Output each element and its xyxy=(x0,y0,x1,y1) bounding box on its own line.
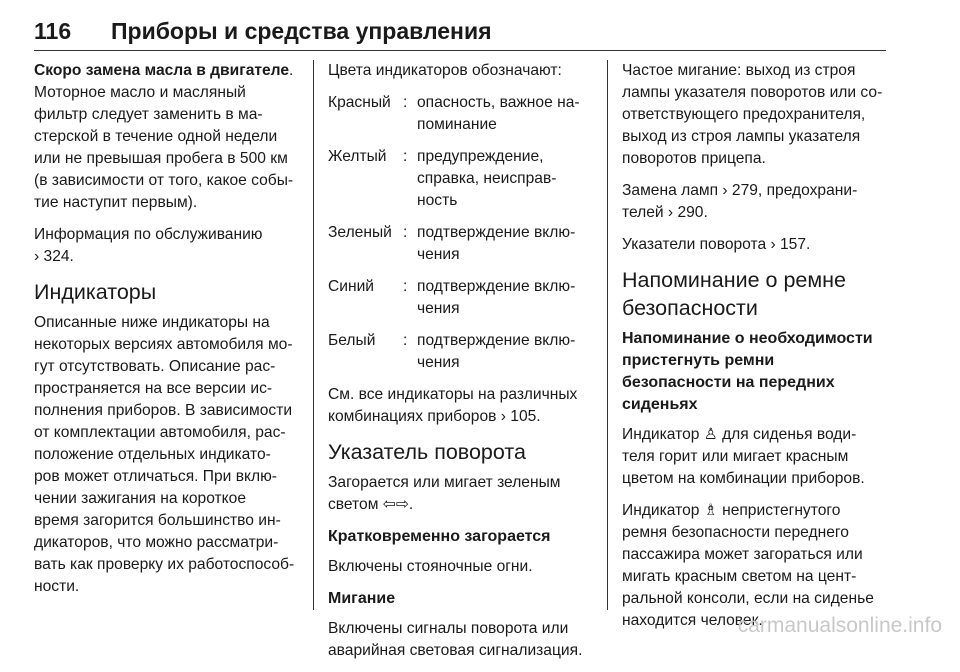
lamps-fuses-paragraph xyxy=(622,180,886,224)
driver-line: Индикатор ♙ для сиденья води- xyxy=(622,426,857,443)
indicators-line: пространяется на все версии ис- xyxy=(34,380,273,397)
color-desc-line: подтверждение вклю- xyxy=(417,332,576,349)
passenger-indicator-paragraph xyxy=(622,500,886,632)
fast-blink-line: поворотов прицепа. xyxy=(622,150,766,167)
oil-line: Моторное масло и масляный xyxy=(34,84,246,101)
header-rule xyxy=(34,50,886,51)
color-row-blue xyxy=(328,276,590,320)
color-description xyxy=(417,222,590,266)
color-desc-line: опасность, важное на- xyxy=(417,94,580,111)
oil-change-paragraph xyxy=(34,60,296,214)
colors-intro: Цвета индикаторов обозначают: xyxy=(328,62,562,79)
fast-blink-line: выход из строя лампы указателя xyxy=(622,128,861,145)
seat-belt-reminder-heading xyxy=(622,266,886,322)
indicators-line: Описанные ниже индикаторы на xyxy=(34,314,270,331)
column-1 xyxy=(34,60,296,608)
running-title: Приборы и средства управления xyxy=(111,18,492,44)
oil-line: стерской в течение одной недели xyxy=(34,128,278,145)
heading-line: Напоминание о ремне xyxy=(622,268,846,292)
indicators-line: время загорится большинство ин- xyxy=(34,512,281,529)
color-desc-line: чения xyxy=(417,246,460,263)
turn-signals-reference: Указатели поворота › 157. xyxy=(622,236,811,253)
fast-blink-line: Частое мигание: выход из строя xyxy=(622,62,856,79)
color-row-green xyxy=(328,222,590,266)
color-desc-line: подтверждение вклю- xyxy=(417,224,576,241)
color-description xyxy=(417,146,590,212)
color-desc-line: ность xyxy=(417,192,458,209)
front-seats-heading xyxy=(622,328,886,416)
lamps-line: Замена ламп › 279, предохрани- xyxy=(622,182,858,199)
blinking-paragraph xyxy=(328,618,590,662)
color-desc-line: подтверждение вклю- xyxy=(417,278,576,295)
color-separator: : xyxy=(403,224,408,241)
indicators-line: от комплектации автомобиля, рас- xyxy=(34,424,286,441)
see-all-line: См. все индикаторы на различных xyxy=(328,386,578,403)
indicators-paragraph xyxy=(34,312,296,598)
color-name: Белый xyxy=(328,332,376,349)
heading-line: сиденьях xyxy=(622,396,698,413)
turn-signal-paragraph xyxy=(328,472,590,516)
blink-line: Включены сигналы поворота или xyxy=(328,620,569,637)
indicators-line: ров может отличаться. При вклю- xyxy=(34,468,277,485)
color-description xyxy=(417,92,590,136)
oil-line: (в зависимости от того, какое собы- xyxy=(34,172,294,189)
page-header xyxy=(34,18,886,50)
passenger-line: Индикатор ♗ непристегнутого xyxy=(622,502,841,519)
column-divider-2 xyxy=(607,60,608,610)
service-page-link[interactable]: › 324. xyxy=(34,248,74,265)
oil-line: тие наступит первым). xyxy=(34,194,198,211)
turn-line: Загорается или мигает зеленым xyxy=(328,474,561,491)
color-name: Зеленый xyxy=(328,224,392,241)
color-desc-line: справка, неисправ- xyxy=(417,170,557,187)
color-name: Желтый xyxy=(328,148,387,165)
lamps-line: телей › 290. xyxy=(622,204,708,221)
passenger-line: ремня безопасности переднего xyxy=(622,524,849,541)
indicators-line: положение отдельных индикато- xyxy=(34,446,271,463)
color-desc-line: чения xyxy=(417,300,460,317)
heading-line: пристегнуть ремни xyxy=(622,352,775,369)
fast-blink-line: лампы указателя поворотов или со- xyxy=(622,84,883,101)
color-name: Красный xyxy=(328,94,391,111)
turn-signal-heading: Указатель поворота xyxy=(328,440,526,464)
color-legend-table xyxy=(328,92,590,374)
oil-change-heading: Скоро замена масла в двигателе xyxy=(34,62,290,79)
color-description xyxy=(417,330,590,374)
color-row-white xyxy=(328,330,590,374)
oil-change-period: . xyxy=(289,62,294,79)
color-name: Синий xyxy=(328,278,375,295)
color-separator: : xyxy=(403,332,408,349)
driver-line: теля горит или мигает красным xyxy=(622,448,849,465)
passenger-line: находится человек. xyxy=(622,612,763,629)
passenger-line: пассажира может загораться или xyxy=(622,546,863,563)
color-separator: : xyxy=(403,148,408,165)
blink-line: аварийная световая сигнализация. xyxy=(328,642,583,659)
driver-line: цветом на комбинации приборов. xyxy=(622,470,865,487)
color-row-yellow xyxy=(328,146,590,212)
heading-line: безопасности на передних xyxy=(622,374,835,391)
color-desc-line: поминание xyxy=(417,116,497,133)
color-description xyxy=(417,276,590,320)
indicators-line: гут отсутствовать. Описание рас- xyxy=(34,358,276,375)
watermark: carmanualsonline.info xyxy=(737,614,942,637)
indicators-line: некоторых версиях автомобиля мо- xyxy=(34,336,293,353)
heading-line: Напоминание о необходимости xyxy=(622,330,873,347)
color-separator: : xyxy=(403,278,408,295)
column-2 xyxy=(328,60,590,672)
brief-lighting-heading: Кратковременно загорается xyxy=(328,528,551,545)
column-divider-1 xyxy=(313,60,314,610)
indicators-line: дикаторов, что можно рассматри- xyxy=(34,534,279,551)
color-desc-line: чения xyxy=(417,354,460,371)
page-number: 116 xyxy=(34,18,72,44)
passenger-line: мигать красным светом на цент- xyxy=(622,568,857,585)
indicators-line: ности. xyxy=(34,578,80,595)
indicators-line: чении зажигания на короткое xyxy=(34,490,247,507)
oil-line: или не превышая пробега в 500 км xyxy=(34,150,288,167)
driver-indicator-paragraph xyxy=(622,424,886,490)
oil-line: фильтр следует заменить в ма- xyxy=(34,106,263,123)
indicators-line: вать как проверку их работоспособ- xyxy=(34,556,295,573)
heading-line: безопасности xyxy=(622,296,758,320)
see-all-line: комбинациях приборов › 105. xyxy=(328,408,541,425)
service-line: Информация по обслуживанию xyxy=(34,226,263,243)
indicators-line: полнения приборов. В зависимости xyxy=(34,402,293,419)
color-desc-line: предупреждение, xyxy=(417,148,544,165)
fast-blink-paragraph xyxy=(622,60,886,170)
color-separator: : xyxy=(403,94,408,111)
service-info-paragraph xyxy=(34,224,296,268)
indicators-heading: Индикаторы xyxy=(34,280,157,304)
column-3 xyxy=(622,60,886,642)
brief-lighting-text: Включены стояночные огни. xyxy=(328,558,533,575)
color-row-red xyxy=(328,92,590,136)
turn-line: светом ⇦⇨. xyxy=(328,496,414,513)
fast-blink-line: ответствующего предохранителя, xyxy=(622,106,866,123)
passenger-line: ральной консоли, если на сиденье xyxy=(622,590,874,607)
see-all-indicators-paragraph xyxy=(328,384,590,428)
blinking-heading: Мигание xyxy=(328,590,396,607)
